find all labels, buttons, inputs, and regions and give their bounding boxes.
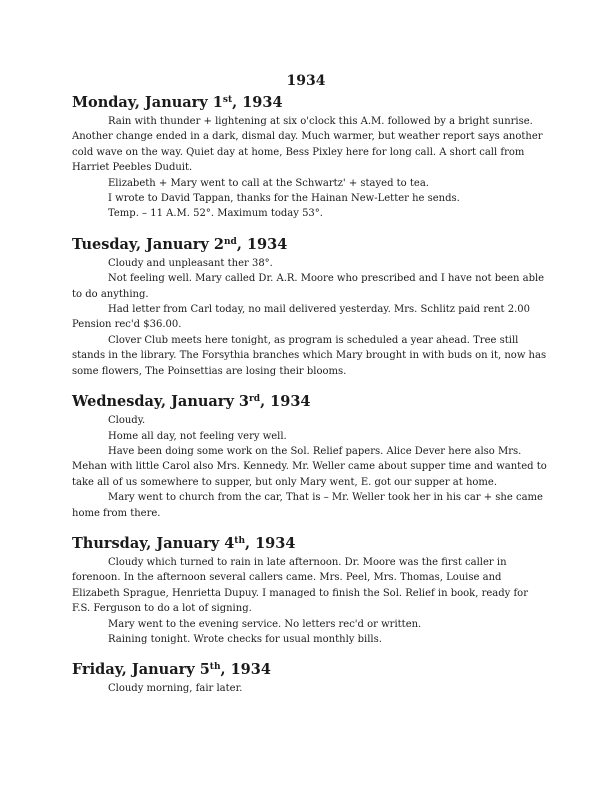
entry-year: , 1934 [260,393,311,411]
diary-entries [72,93,547,710]
entry-day-ordinal: th [209,662,221,673]
entry-paragraph: Mary went to church from the car, That is – Mr. Weller took her in his car + she came home from there. [72,492,543,519]
entry-year: , 1934 [220,661,271,679]
entry-year: , 1934 [232,94,283,111]
entry-paragraph: Cloudy morning, fair later. [108,683,243,695]
entry-paragraph: Have been doing some work on the Sol. Relief papers. Alice Dever here also Mrs. Mehan with little Carol also Mrs. Kennedy. Mr. Weller came about supper time and wanted to take all of us somewhere to supper, but only Mary went, E. got our supper at home. [72,445,547,488]
entry-date-heading [72,235,547,255]
entry-weekday-month: Tuesday, January 2 [72,235,224,253]
entry-paragraph: Not feeling well. Mary called Dr. A.R. Moore who prescribed and I have not been able to do anything. [72,273,545,300]
entry-weekday-month: Monday, January 1 [72,94,223,111]
entry-day-ordinal: th [234,535,245,546]
diary-entry [72,660,547,696]
entry-year: , 1934 [245,534,296,552]
entry-paragraph: Cloudy and unpleasant ther 38°. [108,257,273,269]
entry-paragraph: Clover Club meets here tonight, as program is scheduled a year ahead. Tree still stands in the library. The Forsythia branches which Mary brought in with buds on it, now has some flowers, The Poinsettias are losing their blooms. [72,334,547,377]
entry-date-heading [72,93,547,113]
year-title: 1934 [286,73,326,89]
entry-day-ordinal: nd [224,236,237,247]
entry-weekday-month: Wednesday, January 3 [72,393,250,411]
diary-entry [72,392,547,521]
entry-date-heading [72,660,547,680]
entry-day-ordinal: st [222,95,233,105]
entry-paragraph: Rain with thunder + lightening at six o'clock this A.M. followed by a bright sunrise. Another change ended in a dark, dismal day. Much warmer, but weather report says another cold wave on the way. Quiet day at home, Bess Pixley here for long call. A short call from Harriet Peebles Duduit. [72,116,543,174]
entry-paragraph: I wrote to David Tappan, thanks for the Hainan New-Letter he sends. [108,193,460,205]
entry-day-ordinal: rd [249,394,261,405]
diary-entry [72,235,547,379]
diary-entry [72,93,547,222]
entry-date-heading [72,534,547,554]
entry-paragraph: Raining tonight. Wrote checks for usual monthly bills. [108,633,382,645]
entry-paragraph: Cloudy. [108,415,146,427]
entry-paragraph: Elizabeth + Mary went to call at the Schwartz' + stayed to tea. [108,177,429,189]
entry-paragraph: Had letter from Carl today, no mail delivered yesterday. Mrs. Schlitz paid rent 2.00 Pension rec'd $36.00. [72,304,530,331]
entry-weekday-month: Friday, January 5 [72,661,210,679]
diary-entry [72,534,547,647]
entry-date-heading [72,392,547,412]
entry-paragraph: Mary went to the evening service. No letters rec'd or written. [108,618,422,630]
entry-paragraph: Cloudy which turned to rain in late afternoon. Dr. Moore was the first caller in forenoon. In the afternoon several callers came. Mrs. Peel, Mrs. Thomas, Louise and Elizabeth Sprague, Henrietta Dupuy. I managed to finish the Sol. Relief in book, ready for F.S. Ferguson to do a lot of signing. [72,556,528,615]
entry-year: , 1934 [236,235,288,253]
entry-weekday-month: Thursday, January 4 [72,534,235,552]
entry-paragraph: Temp. – 11 A.M. 52°. Maximum today 53°. [108,208,323,220]
entry-paragraph: Home all day, not feeling very well. [108,430,287,442]
